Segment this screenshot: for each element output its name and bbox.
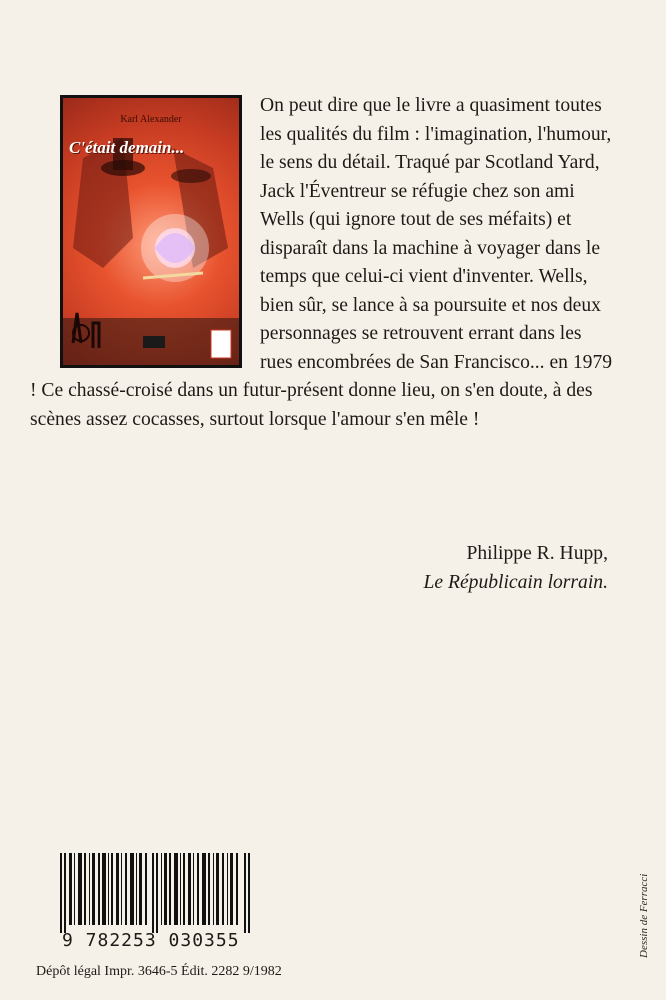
cover-author: Karl Alexander <box>120 114 182 125</box>
legal-deposit: Dépôt légal Impr. 3646-5 Édit. 2282 9/1982 <box>36 964 282 979</box>
thumbnail-spacer <box>30 92 260 373</box>
review-signature <box>424 540 609 597</box>
cover-title: C'était demain... <box>69 138 185 157</box>
illustration-credit: Dessin de Ferracci <box>638 873 650 958</box>
blurb-text: On peut dire que le livre a quasiment toutes les qualités du film : l'imagination, l'humour, le sens du détail. Traqué par Scotland Yard, Jack l'Éventreur se réfugie chez son ami Wells (qui ignore tout de ses méfaits) et disparaît dans la machine à voyager dans le temps que celui-ci vient d'inventer. Wells, bien sûr, se lance à sa poursuite et nos deux personnages se retrouvent errant dans les rues encombrées de San Francisco... en 1979 ! Ce chassé-croisé dans un futur-présent donne lieu, on s'en doute, à des scènes assez cocasses, surtout lorsque l'amour s'en mêle ! <box>30 95 613 430</box>
barcode <box>60 853 252 933</box>
review-source: Le Républicain lorrain. <box>423 571 608 593</box>
barcode-digits: 9 782253 030355 <box>62 930 240 951</box>
barcode-bars <box>60 853 250 933</box>
reviewer-name: Philippe R. Hupp, <box>466 543 608 564</box>
blurb-paragraph <box>30 92 617 434</box>
